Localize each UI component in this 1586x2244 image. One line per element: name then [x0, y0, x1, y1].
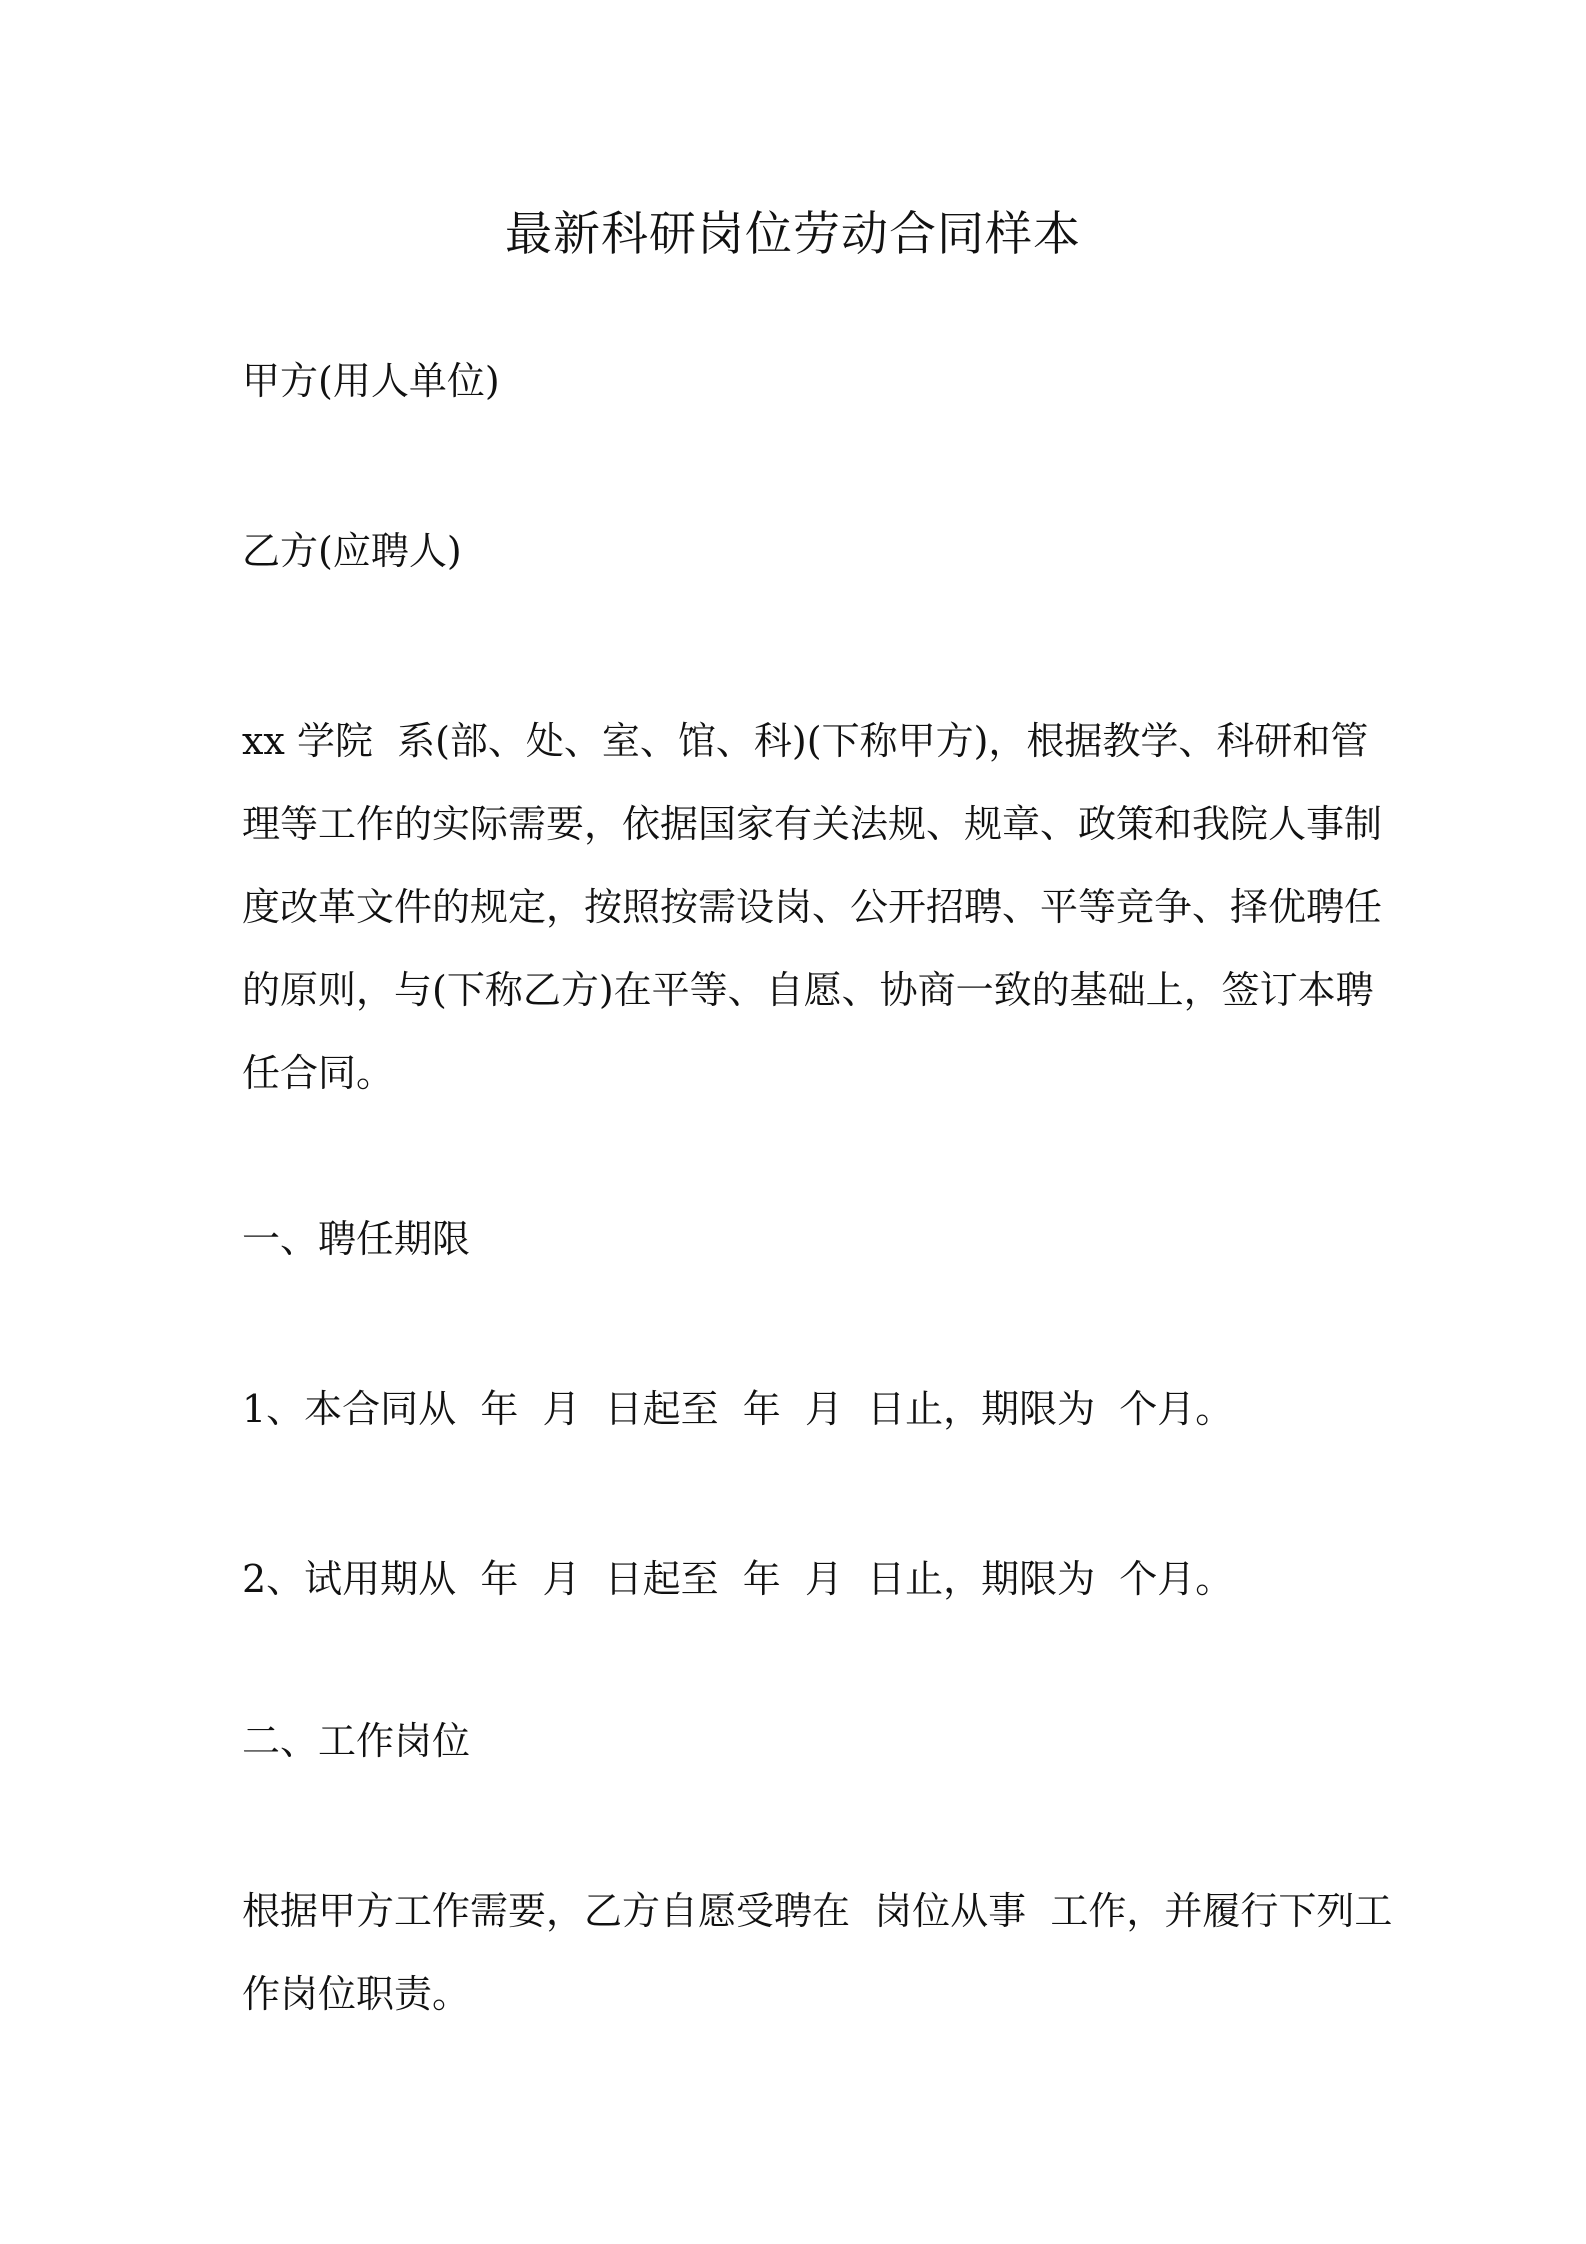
post-line: 作岗位职责。 [242, 1972, 471, 2016]
intro-line: xx 学院 系(部、处、室、馆、科)(下称甲方)，根据教学、科研和管 [242, 719, 1369, 763]
document-title: 最新科研岗位劳动合同样本 [505, 207, 1081, 262]
intro-line: 理等工作的实际需要，依据国家有关法规、规章、政策和我院人事制 [242, 802, 1383, 846]
party-a-line: 甲方(用人单位) [242, 359, 500, 403]
section-heading-term: 一、聘任期限 [242, 1217, 471, 1261]
post-paragraph [242, 1870, 1393, 2036]
post-line: 根据甲方工作需要，乙方自愿受聘在 岗位从事 工作，并履行下列工 [242, 1889, 1393, 1933]
section-heading-post: 二、工作岗位 [242, 1719, 471, 1763]
intro-line: 的原则，与(下称乙方)在平等、自愿、协商一致的基础上，签订本聘 [242, 968, 1374, 1012]
clause-contract-term: 1、本合同从 年 月 日起至 年 月 日止，期限为 个月。 [242, 1387, 1234, 1431]
intro-paragraph [242, 700, 1383, 1115]
intro-line: 任合同。 [242, 1051, 395, 1095]
clause-probation-term: 2、试用期从 年 月 日起至 年 月 日止，期限为 个月。 [242, 1557, 1234, 1601]
intro-line: 度改革文件的规定，按照按需设岗、公开招聘、平等竞争、择优聘任 [242, 885, 1383, 929]
party-b-line: 乙方(应聘人) [242, 529, 462, 573]
